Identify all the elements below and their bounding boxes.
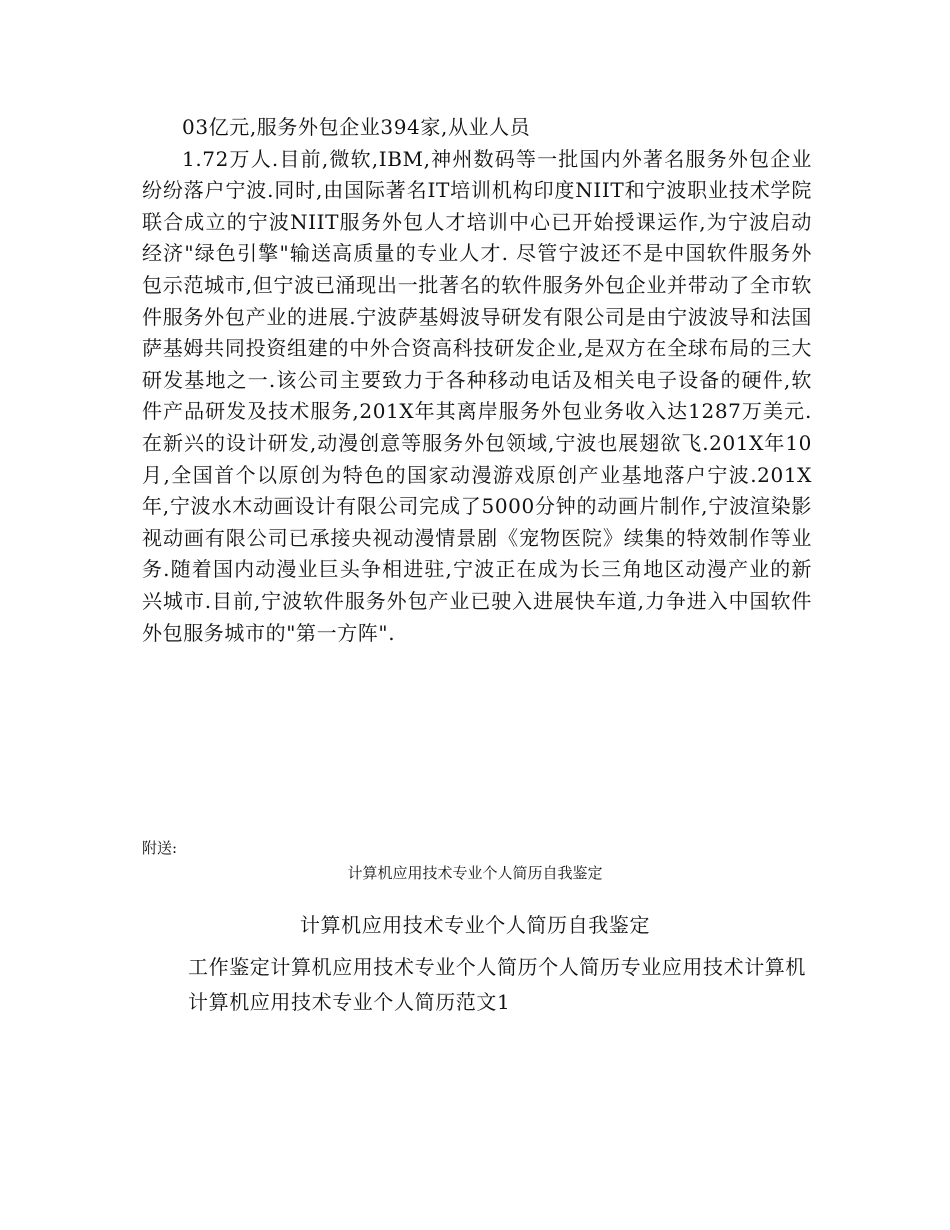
appendix-label: 附送:: [142, 839, 178, 857]
appendix-title: 计算机应用技术专业个人简历自我鉴定: [299, 913, 651, 937]
paragraph-2: 1.72万人.目前,微软,IBM,神州数码等一批国内外著名服务外包企业纷纷落户宁波.同时,由国际著名IT培训机构印度NIIT和宁波职业技术学院联合成立的宁波NIIT服务外包人才培训中心已开始授课运作,为宁波启动经济"绿色引擎"输送高质量的专业人才. 尽管宁波还不是中国软件服务外包示范城市,但宁波已涌现出一批著名的软件服务外包企业并带动了全市软件服务外包产业的进展.宁波萨基姆波导研发有限公司是由宁波波导和法国萨基姆共同投资组建的中外合资高科技研发企业,是双方在全球布局的三大研发基地之一.该公司主要致力于各种移动电话及相关电子设备的硬件,软件产品研发及技术服务,201X年其离岸服务外包业务收入达1287万美元.在新兴的设计研发,动漫创意等服务外包领域,宁波也展翅欲飞.201X年10月,全国首个以原创为特色的国家动漫游戏原创产业基地落户宁波.201X年,宁波水木动画设计有限公司完成了5000分钟的动画片制作,宁波渲染影视动画有限公司已承接央视动漫情景剧《宠物医院》续集的特效制作等业务.随着国内动漫业巨头争相进驻,宁波正在成为长三角地区动漫产业的新兴城市.目前,宁波软件服务外包产业已驶入进展快车道,力争进入中国软件外包服务城市的"第一方阵".: [142, 146, 812, 645]
appendix-subheading: 计算机应用技术专业个人简历范文1: [188, 990, 511, 1014]
appendix-small-title: 计算机应用技术专业个人简历自我鉴定: [347, 864, 603, 882]
body-text: [142, 112, 812, 649]
paragraph-1: 03亿元,服务外包企业394家,从业人员: [182, 115, 531, 139]
appendix-section: [142, 950, 812, 1020]
appendix-keywords: 工作鉴定计算机应用技术专业个人简历个人简历专业应用技术计算机: [188, 955, 806, 979]
